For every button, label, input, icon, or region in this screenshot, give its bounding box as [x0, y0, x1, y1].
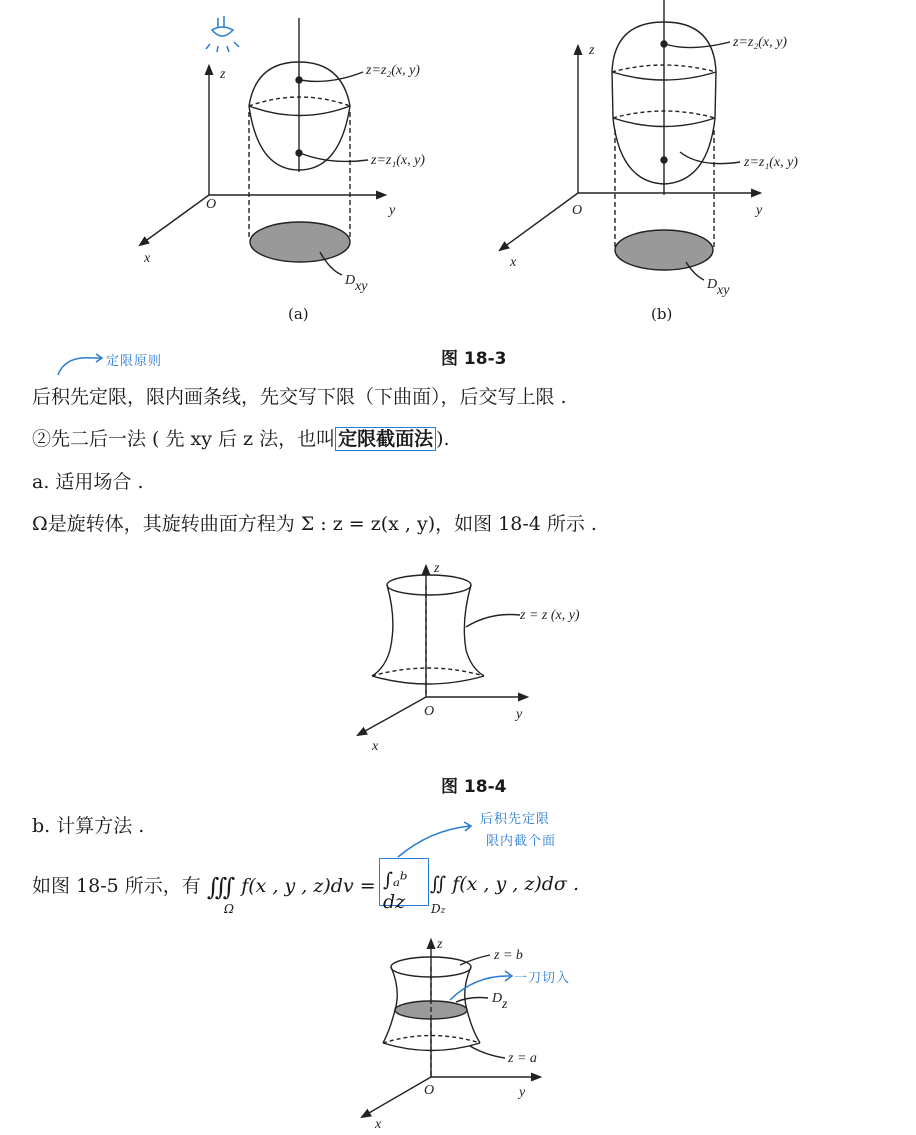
z1-label: z=z₁(x, y) — [371, 153, 425, 168]
axis-z-label-b: z — [589, 43, 595, 58]
surface-label-4: z = z (x, y) — [520, 608, 580, 623]
lamp-icon — [206, 16, 239, 52]
omega-subscript: Ω — [224, 902, 234, 916]
figure-18-4 — [358, 566, 527, 735]
formula-integrand: f(x , y , z)dv = — [241, 875, 376, 897]
line2-suffix: ). — [436, 428, 450, 450]
formula-rest — [430, 872, 579, 896]
fig-18-4-labels — [371, 561, 580, 754]
z1-label-b: z=z₁(x, y) — [744, 155, 798, 170]
subfig-a-label: (a) — [288, 305, 309, 323]
axis-x-label-b: x — [510, 255, 517, 270]
boxed-term: 定限截面法 — [335, 427, 436, 451]
origin-label-4: O — [424, 704, 435, 719]
handwritten-note-2-line1: 后积先定限 — [480, 812, 551, 827]
dxy-label: D — [345, 273, 356, 288]
origin-label-b: O — [572, 203, 583, 218]
dz-sub-main: D — [431, 902, 441, 916]
axis-x-label-4: x — [372, 739, 379, 754]
formula-rest-text: ∬ f(x , y , z)dσ . — [430, 873, 579, 895]
figure-18-3b — [500, 0, 760, 280]
handwritten-note-1: 定限原则 — [106, 354, 163, 369]
axis-x-label: x — [144, 251, 151, 266]
note1-arrow — [58, 354, 102, 375]
paragraph-line-1: 后积先定限，限内画条线，先交写下限（下曲面），后交写上限 . — [32, 386, 567, 408]
za-label: z = a — [508, 1051, 537, 1066]
dxy-label-b: D — [707, 277, 718, 292]
axis-y-label: y — [389, 203, 396, 218]
paragraph-omega: Ω是旋转体，其旋转曲面方程为 Σ : z = z(x , y)，如图 18-4 所示 . — [32, 513, 597, 535]
axis-x-label-5: x — [375, 1117, 382, 1132]
figure-18-4-caption: 图 18-4 — [441, 777, 507, 797]
fig-18-5-labels — [374, 937, 537, 1132]
axis-y-label-5: y — [519, 1085, 526, 1100]
formula-line — [32, 872, 376, 901]
triple-integral-symbol: ∭ — [206, 873, 236, 901]
note2-arrow — [398, 822, 471, 857]
dxy-sub-label: xy — [355, 279, 368, 294]
dxy-sub-label-b: xy — [717, 283, 730, 298]
line2-prefix: ②先二后一法 ( 先 xy 后 z 法，也叫 — [32, 428, 336, 450]
handwritten-note-cut: 一刀切入 — [514, 971, 571, 986]
paragraph-line-2 — [32, 427, 450, 451]
axis-z-label-4: z — [434, 561, 440, 576]
figure-18-3-caption: 图 18-3 — [441, 349, 507, 369]
axis-z-label-5: z — [437, 937, 443, 952]
formula-prefix: 如图 18-5 所示，有 — [32, 875, 201, 897]
subfig-b-label: (b) — [651, 305, 673, 323]
dz-label: D — [492, 991, 503, 1006]
figure-18-3a — [140, 16, 385, 275]
z2-label-b: z=z₂(x, y) — [733, 35, 787, 50]
boxed-integral-text: ∫ₐᵇ dz — [383, 869, 408, 913]
handwritten-note-2-line2: 限内截个面 — [486, 834, 557, 849]
dz-sub-sub: z — [440, 906, 446, 916]
axis-z-label: z — [220, 67, 226, 82]
heading-a: a. 适用场合 . — [32, 471, 144, 493]
axis-y-label-4: y — [516, 707, 523, 722]
origin-label: O — [206, 197, 217, 212]
boxed-integral — [379, 858, 429, 913]
dz-sub-label: z — [502, 997, 508, 1012]
z2-label: z=z₂(x, y) — [366, 63, 420, 78]
zb-label: z = b — [494, 948, 523, 963]
origin-label-5: O — [424, 1083, 435, 1098]
dz-subscript — [431, 902, 445, 916]
axis-y-label-b: y — [756, 203, 763, 218]
heading-b: b. 计算方法 . — [32, 815, 145, 837]
